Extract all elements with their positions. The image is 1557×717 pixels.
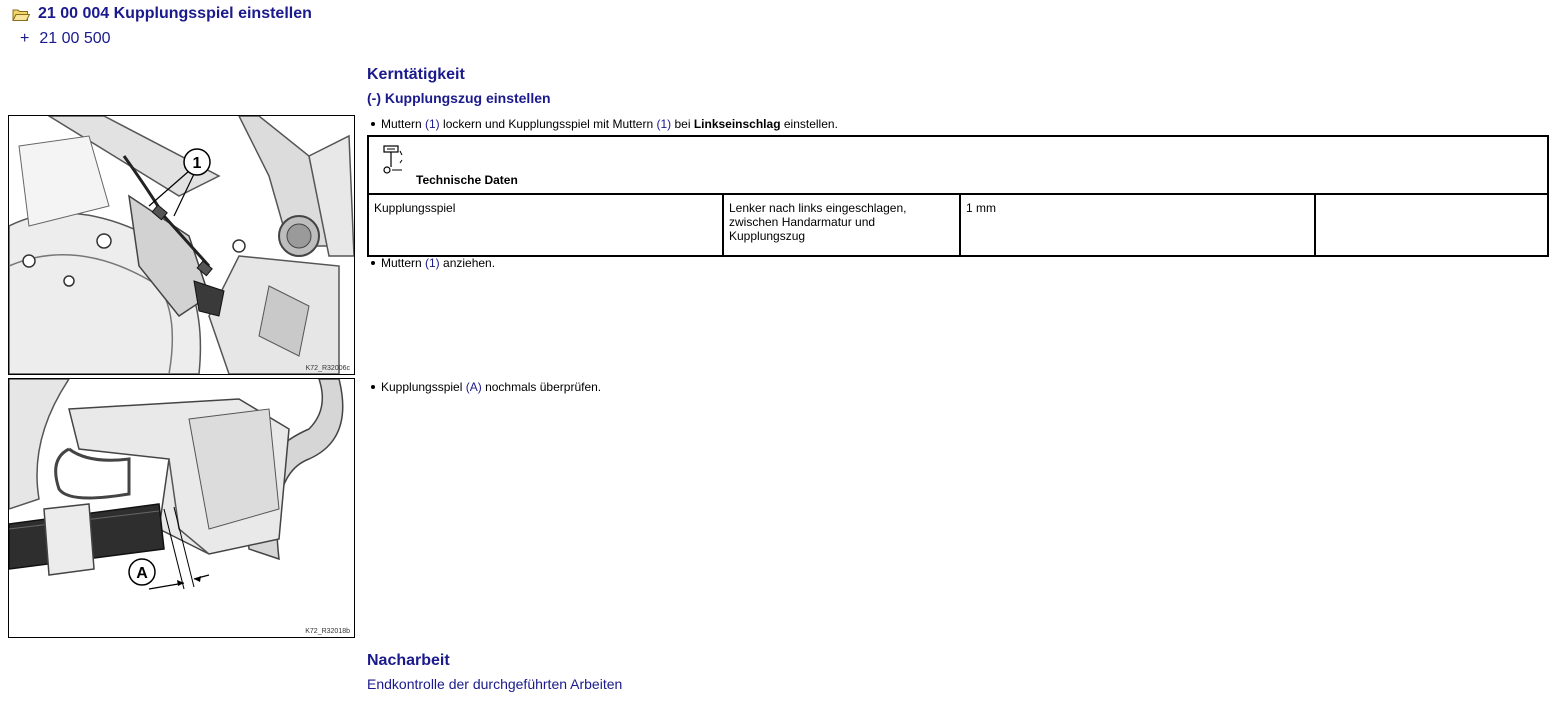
- clutch-play-drawing: [9, 379, 354, 637]
- step-text: Kupplungsspiel: [381, 380, 466, 394]
- core-subheading: (-) Kupplungszug einstellen: [367, 90, 551, 106]
- ref-link-1[interactable]: (1): [425, 117, 440, 131]
- step-recheck-play: [368, 380, 601, 394]
- technical-data-header: [368, 136, 1548, 194]
- after-work-text[interactable]: Endkontrolle der durchgeführten Arbeiten: [367, 676, 623, 692]
- after-work-heading: Nacharbeit: [367, 652, 450, 669]
- step-text: bei: [671, 117, 694, 131]
- spec-value-cell: 1 mm: [960, 194, 1315, 256]
- step-text: Muttern: [381, 256, 426, 270]
- spec-extra-cell: [1315, 194, 1548, 256]
- reference-number[interactable]: 21 00 500: [39, 30, 111, 47]
- step-text: Muttern: [381, 117, 426, 131]
- step-text: einstellen.: [780, 117, 838, 131]
- spec-name-cell: Kupplungsspiel: [368, 194, 723, 256]
- technical-data-icon: [378, 143, 408, 179]
- step-loosen-nuts: [368, 117, 838, 131]
- reference-link[interactable]: [20, 30, 111, 48]
- technical-data-table: [367, 135, 1549, 257]
- bullet-icon: [371, 122, 375, 126]
- callout-a-label: A: [136, 565, 148, 582]
- illustration-clutch-play: [8, 378, 355, 638]
- core-heading: Kerntätigkeit: [367, 66, 465, 83]
- ref-link-1[interactable]: (1): [425, 256, 440, 270]
- callout-1-label: 1: [192, 155, 202, 172]
- bullet-icon: [371, 261, 375, 265]
- clutch-nuts-drawing: [9, 116, 354, 374]
- folder-open-icon: [12, 8, 30, 22]
- expand-plus-icon[interactable]: +: [20, 30, 30, 47]
- step-text: lockern und Kupplungsspiel mit Muttern: [439, 117, 657, 131]
- bullet-icon: [371, 385, 375, 389]
- page-title: 21 00 004 Kupplungsspiel einstellen: [38, 5, 312, 22]
- technical-data-label: Technische Daten: [416, 173, 518, 187]
- step-emphasis: Linkseinschlag: [693, 117, 781, 131]
- illustration-clutch-nuts: [8, 115, 355, 375]
- step-text: nochmals überprüfen.: [481, 380, 602, 394]
- ref-link-1[interactable]: (1): [656, 117, 672, 131]
- image-caption: K72_R32018b: [305, 628, 350, 635]
- step-text: anziehen.: [439, 256, 496, 270]
- step-tighten-nuts: [368, 256, 495, 270]
- image-caption: K72_R32006c: [305, 365, 350, 372]
- spec-condition-cell: Lenker nach links eingeschlagen, zwischen Handarmatur und Kupplungszug: [723, 194, 960, 256]
- ref-link-a[interactable]: (A): [465, 380, 482, 394]
